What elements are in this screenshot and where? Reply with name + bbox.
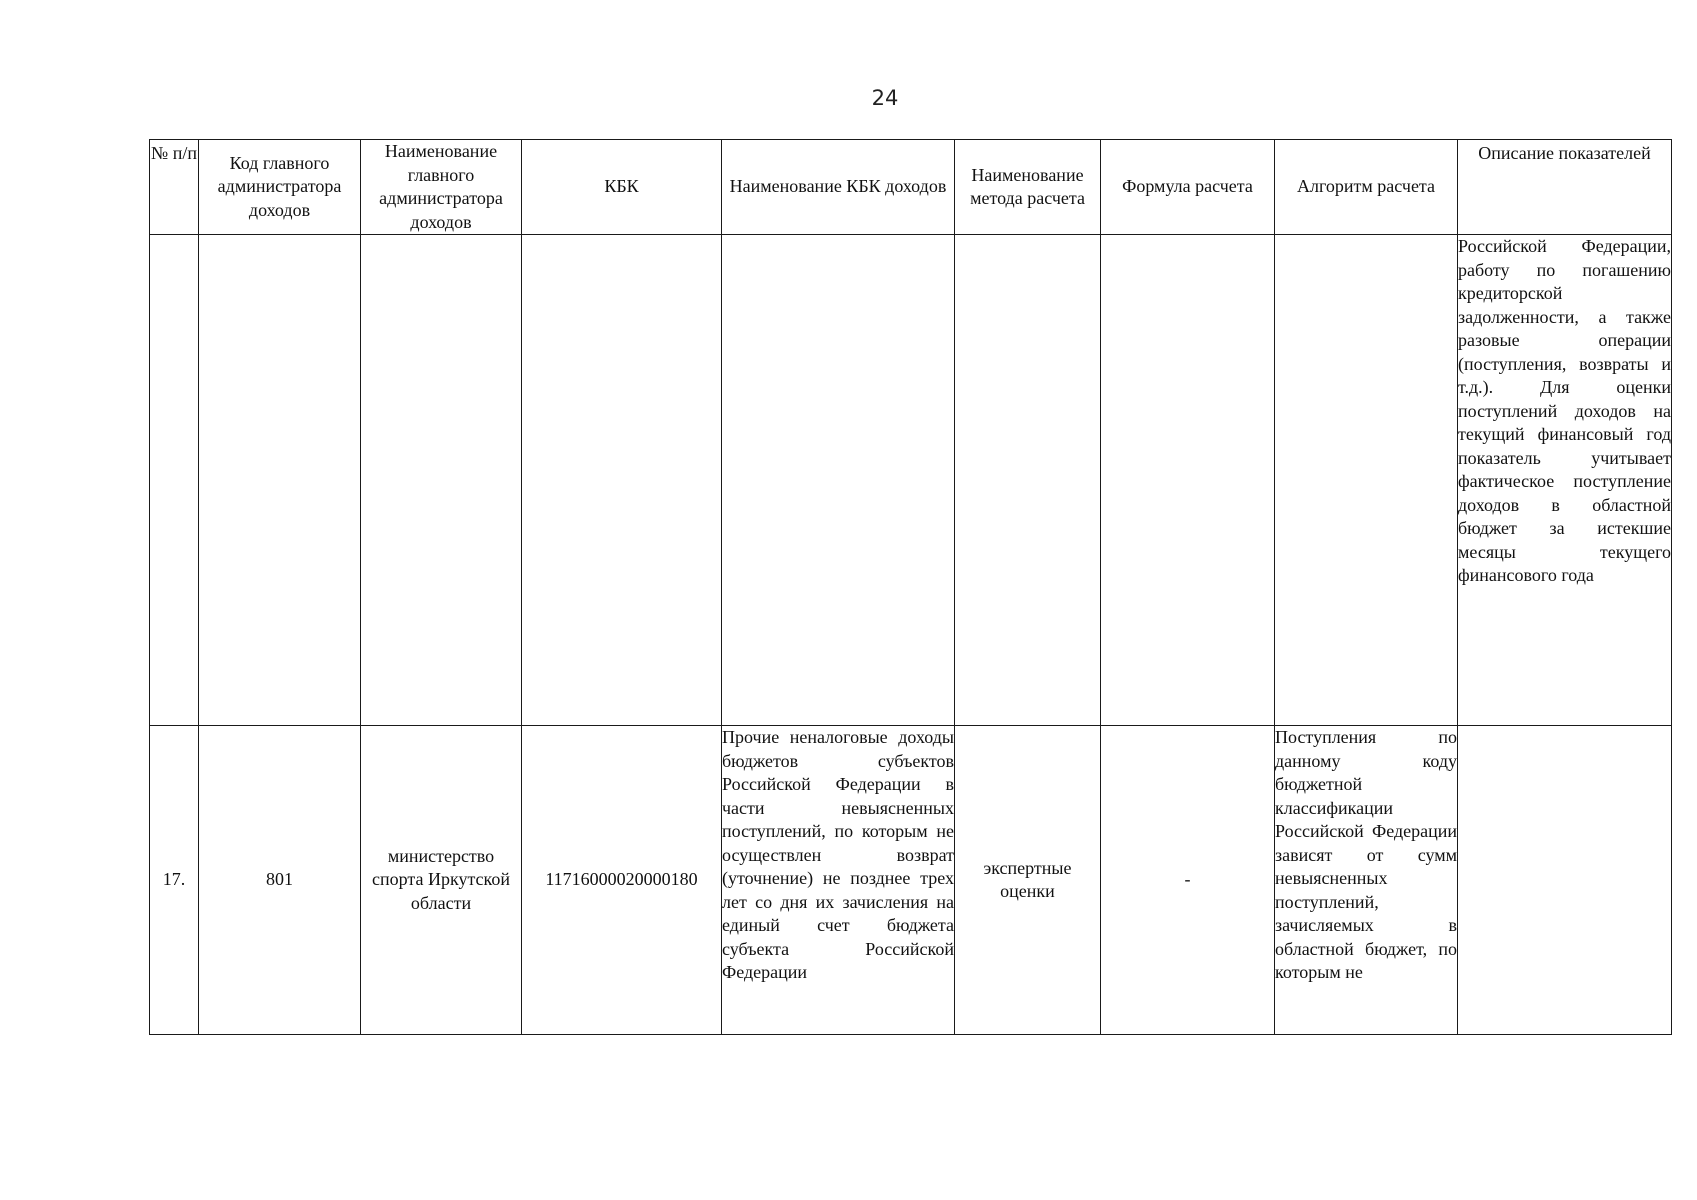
header-formula: Формула расчета (1101, 140, 1275, 235)
cell-admin-name: министерство спорта Иркутской области (361, 726, 522, 1035)
cell-formula: - (1101, 726, 1275, 1035)
cell-algorithm (1275, 235, 1458, 726)
header-description: Описание показателей (1458, 140, 1672, 235)
header-kbk-name: Наименование КБК доходов (722, 140, 955, 235)
cell-formula (1101, 235, 1275, 726)
cell-method (955, 235, 1101, 726)
cell-method: экспертные оценки (955, 726, 1101, 1035)
cell-kbk-name: Прочие неналоговые доходы бюджетов субъектов Российской Федерации в части невыясненных поступлений, по которым не осуществлен возврат (уточнение) не позднее трех лет со дня их зачисления на единый счет бюджета субъекта Российской Федерации (722, 726, 955, 1035)
header-num: № п/п (150, 140, 199, 235)
cell-admin-code: 801 (199, 726, 361, 1035)
table-row (150, 726, 1672, 1035)
header-kbk: КБК (522, 140, 722, 235)
header-method: Наименование метода расчета (955, 140, 1101, 235)
cell-admin-code (199, 235, 361, 726)
cell-num (150, 235, 199, 726)
page-number: 24 (871, 86, 899, 110)
header-algorithm: Алгоритм расчета (1275, 140, 1458, 235)
cell-kbk (522, 235, 722, 726)
cell-num: 17. (150, 726, 199, 1035)
table-row (150, 235, 1672, 726)
cell-kbk-name (722, 235, 955, 726)
cell-kbk: 11716000020000180 (522, 726, 722, 1035)
revenue-methods-table (149, 139, 1672, 1035)
cell-admin-name (361, 235, 522, 726)
header-row (150, 140, 1672, 235)
header-admin-code: Код главного администратора доходов (199, 140, 361, 235)
header-admin-name: Наименование главного администратора доходов (361, 140, 522, 235)
cell-algorithm: Поступления по данному коду бюджетной классификации Российской Федерации зависят от сумм невыясненных поступлений, зачисляемых в областной бюджет, по которым не (1275, 726, 1458, 1035)
cell-description: Российской Федерации, работу по погашению кредиторской задолженности, а также разовые операции (поступления, возвраты и т.д.). Для оценки поступлений доходов на текущий финансовый год показатель учитывает фактическое поступление доходов в областной бюджет за истекшие месяцы текущего финансового года (1458, 235, 1672, 726)
cell-description (1458, 726, 1672, 1035)
